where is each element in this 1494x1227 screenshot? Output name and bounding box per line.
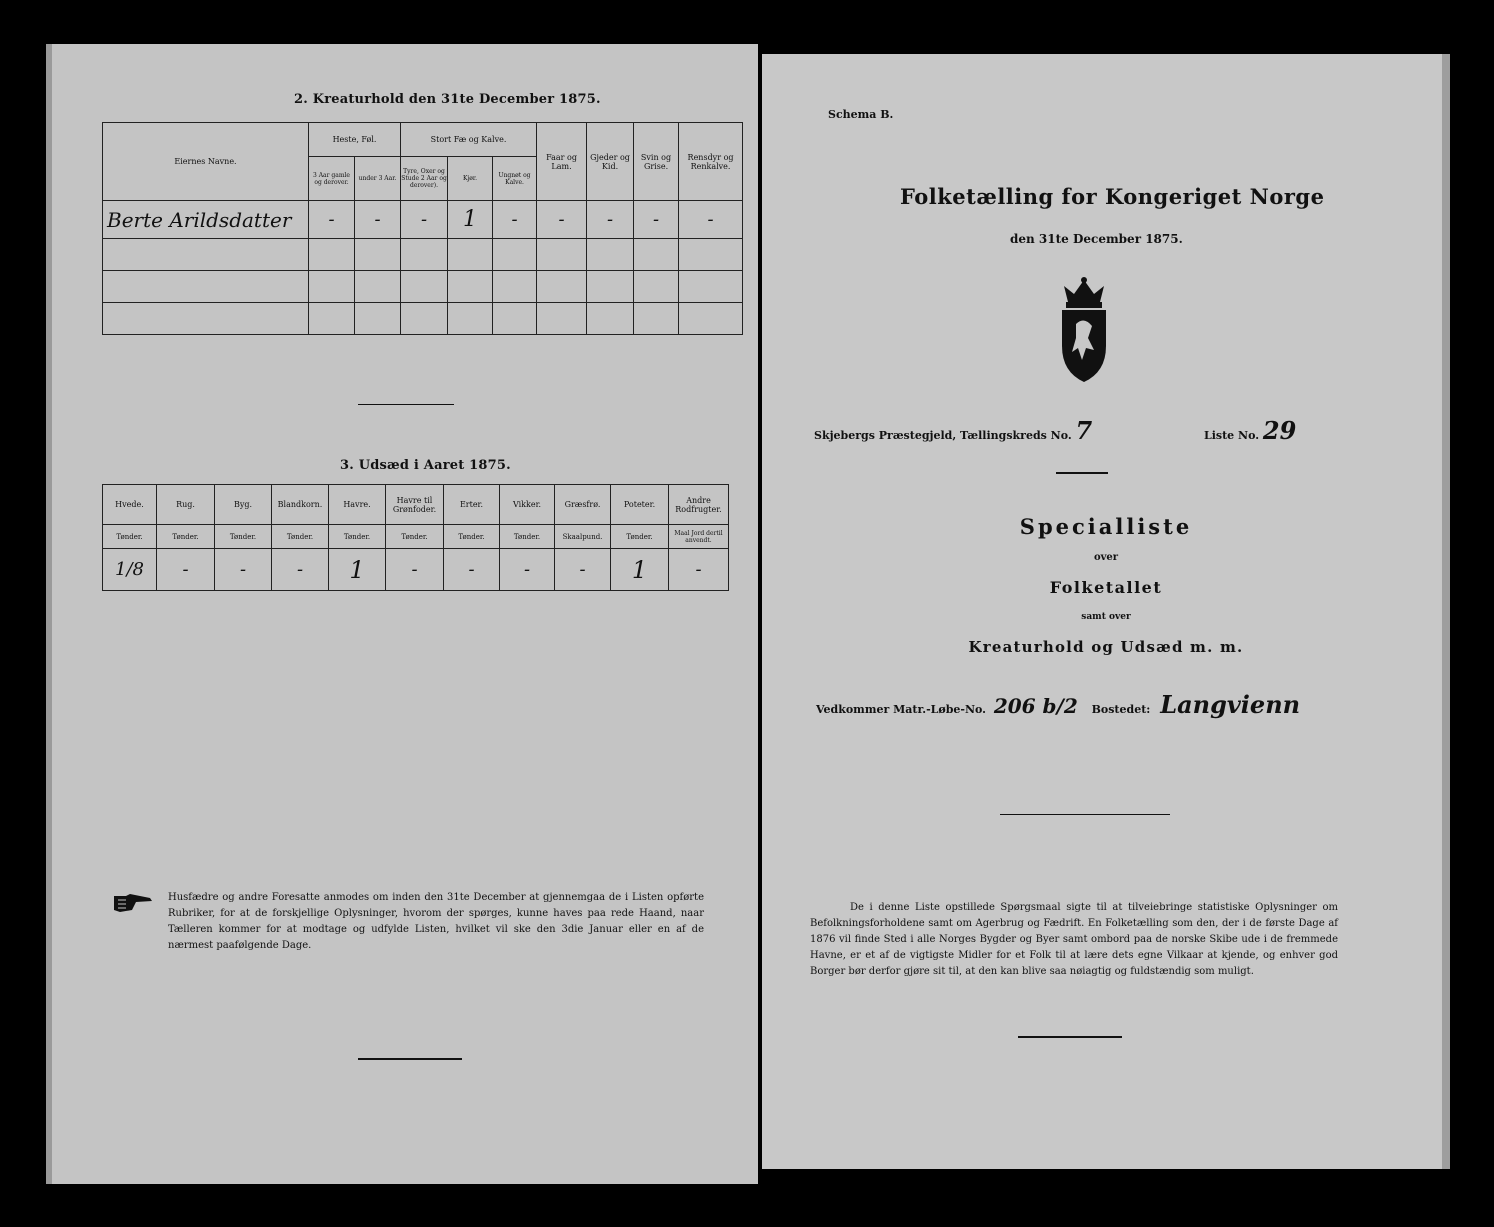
reindeer-header: Rensdyr og Renkalve. bbox=[679, 123, 743, 201]
seed-cell: - bbox=[500, 549, 555, 591]
seed-cell: - bbox=[157, 549, 215, 591]
samt-over-label: samt over bbox=[1081, 612, 1131, 622]
matr-label: Vedkommer Matr.-Løbe-No. bbox=[816, 703, 986, 716]
seed-header: Rug. bbox=[157, 485, 215, 525]
livestock-cell: - bbox=[401, 201, 448, 239]
seed-header: Blandkorn. bbox=[272, 485, 329, 525]
parish-label: Præstegjeld, bbox=[878, 429, 957, 442]
seed-table bbox=[102, 484, 729, 591]
schema-label: Schema B. bbox=[828, 108, 894, 121]
horses-header: Heste, Føl. bbox=[309, 123, 401, 157]
info-paragraph: De i denne Liste opstillede Spørgsmaal sigte til at tilveiebringe statistiske Oplysninger om Befolkningsforholdene samt om Agerbrug og Fædrift. En Folketælling som den, der i de første Dage af 1876 vil finde Sted i alle Norges Bygder og Byer samt ombord paa de norske Skibe ude i de fremmede Havne, er et af de vigtigste Midler for et Folk til at lære dets egne Vilkaar at kjende, og enhver god Borger bør derfor gjøre sit til, at den kan blive saa nøiagtig og fuldstændig som muligt. bbox=[810, 902, 1338, 977]
livestock-cell: 1 bbox=[448, 201, 493, 239]
seed-unit: Tønder. bbox=[611, 525, 669, 549]
district-label: Tællingskreds No. bbox=[960, 429, 1072, 442]
seed-header: Vikker. bbox=[500, 485, 555, 525]
livestock-cell: - bbox=[679, 201, 743, 239]
cattle-sub3: Ungnøt og Kalve. bbox=[493, 157, 537, 201]
cattle-header: Stort Fæ og Kalve. bbox=[401, 123, 537, 157]
folk-label: Folketallet bbox=[1049, 578, 1163, 597]
seed-cell: - bbox=[555, 549, 611, 591]
seed-unit: Tønder. bbox=[444, 525, 500, 549]
left-page bbox=[46, 44, 758, 1184]
seed-title: 3. Udsæd i Aaret 1875. bbox=[340, 458, 511, 473]
seed-header: Erter. bbox=[444, 485, 500, 525]
seed-unit: Skaalpund. bbox=[555, 525, 611, 549]
seed-unit: Tønder. bbox=[157, 525, 215, 549]
bottom-divider-line bbox=[358, 1058, 462, 1060]
livestock-cell: - bbox=[309, 201, 355, 239]
list-row bbox=[1204, 416, 1296, 445]
goats-header: Gjeder og Kid. bbox=[587, 123, 634, 201]
livestock-cell: - bbox=[355, 201, 401, 239]
seed-unit: Tønder. bbox=[329, 525, 386, 549]
parish-name: Skjebergs bbox=[814, 429, 875, 442]
district-number: 7 bbox=[1075, 416, 1093, 445]
livestock-cell: - bbox=[634, 201, 679, 239]
sheep-header: Faar og Lam. bbox=[537, 123, 587, 201]
seed-cell: - bbox=[444, 549, 500, 591]
livestock-cell: - bbox=[537, 201, 587, 239]
owner-header: Eiernes Navne. bbox=[103, 123, 309, 201]
special-list-title: Specialliste bbox=[1019, 514, 1193, 539]
seed-unit: Tønder. bbox=[386, 525, 444, 549]
parish-row bbox=[814, 416, 1092, 445]
seed-unit: Tønder. bbox=[215, 525, 272, 549]
seed-cell: 1/8 bbox=[103, 549, 157, 591]
seed-header: Græsfrø. bbox=[555, 485, 611, 525]
coat-of-arms-icon bbox=[1052, 276, 1116, 384]
seed-unit: Tønder. bbox=[103, 525, 157, 549]
bosted-label: Bostedet: bbox=[1091, 703, 1151, 716]
divider-line bbox=[358, 404, 454, 405]
seed-cell: 1 bbox=[611, 549, 669, 591]
notice-text: Husfædre og andre Foresatte anmodes om inden den 31te December at gjennemgaa de i Listen opførte Rubriker, for at de forskjellige Oplysninger, hvorom der spørges, kunne haves paa rede Haand, naar Tælleren kommer for at modtage og udfylde Listen, hvilket vil ske den 3die Januar eller en af de nærmest paafølgende Dage. bbox=[168, 892, 704, 951]
census-date: den 31te December 1875. bbox=[1010, 232, 1183, 246]
livestock-title: 2. Kreaturhold den 31te December 1875. bbox=[294, 92, 601, 107]
signature-line bbox=[1000, 814, 1170, 815]
seed-cell: - bbox=[272, 549, 329, 591]
cattle-sub2: Kjør. bbox=[448, 157, 493, 201]
seed-unit: Tønder. bbox=[272, 525, 329, 549]
seed-header: Hvede. bbox=[103, 485, 157, 525]
matr-number: 206 b/2 bbox=[993, 694, 1078, 718]
horses-sub1: 3 Aar gamle og derover. bbox=[309, 157, 355, 201]
main-title: Folketælling for Kongeriget Norge bbox=[900, 184, 1325, 209]
right-page bbox=[762, 54, 1450, 1169]
seed-cell: 1 bbox=[329, 549, 386, 591]
livestock-seed-label: Kreaturhold og Udsæd m. m. bbox=[968, 638, 1244, 656]
livestock-cell: - bbox=[587, 201, 634, 239]
livestock-table bbox=[102, 122, 743, 335]
seed-header: Poteter. bbox=[611, 485, 669, 525]
owner-name: Berte Arildsdatter bbox=[103, 201, 309, 239]
seed-cell: - bbox=[386, 549, 444, 591]
seed-unit: Maal Jord dertil anvendt. bbox=[669, 525, 729, 549]
seed-unit: Tønder. bbox=[500, 525, 555, 549]
over-label-1: over bbox=[1093, 552, 1119, 563]
horses-sub2: under 3 Aar. bbox=[355, 157, 401, 201]
seed-cell: - bbox=[669, 549, 729, 591]
livestock-cell: - bbox=[493, 201, 537, 239]
cattle-sub1: Tyre, Oxer og Stude 2 Aar og derover). bbox=[401, 157, 448, 201]
bottom-divider-line-right bbox=[1018, 1036, 1122, 1038]
seed-cell: - bbox=[215, 549, 272, 591]
seed-header: Andre Rodfrugter. bbox=[669, 485, 729, 525]
seed-header: Havre til Grønfoder. bbox=[386, 485, 444, 525]
pigs-header: Svin og Grise. bbox=[634, 123, 679, 201]
seed-header: Byg. bbox=[215, 485, 272, 525]
seed-header: Havre. bbox=[329, 485, 386, 525]
pointing-hand-icon bbox=[112, 892, 154, 914]
bosted-value: Langvienn bbox=[1160, 690, 1301, 719]
short-divider-line bbox=[1056, 472, 1108, 474]
matr-row bbox=[816, 690, 1300, 719]
list-number: 29 bbox=[1262, 416, 1297, 445]
list-label: Liste No. bbox=[1204, 429, 1260, 442]
